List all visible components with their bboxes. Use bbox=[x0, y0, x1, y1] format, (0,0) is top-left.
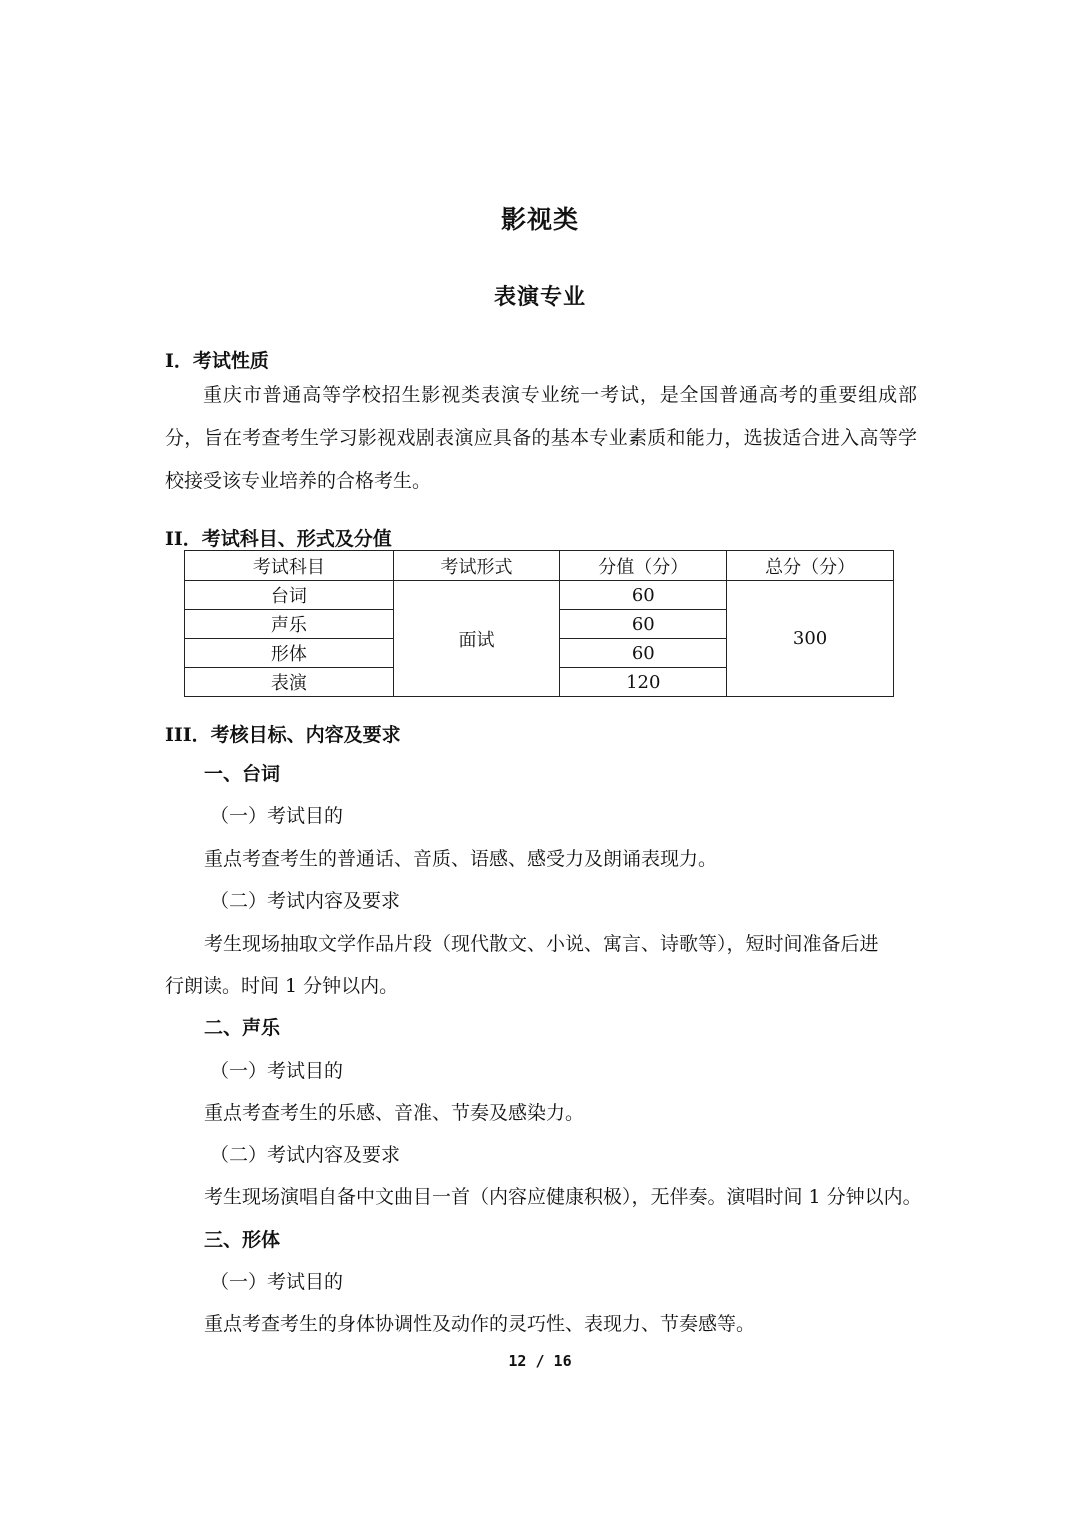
part-1-goal-text: 重点考查考生的普通话、音质、语感、感受力及朗诵表现力。 bbox=[204, 848, 718, 870]
page-title: 影视类 bbox=[500, 205, 579, 234]
table-header-cell: 分值（分） bbox=[560, 551, 727, 581]
table-header-cell: 总分（分） bbox=[727, 551, 894, 581]
part-2-heading: 二、声乐 bbox=[204, 1017, 281, 1039]
part-3-heading: 三、形体 bbox=[204, 1229, 281, 1251]
part-1-content-label: （二）考试内容及要求 bbox=[210, 890, 401, 912]
section-3-heading: III．考核目标、内容及要求 bbox=[165, 724, 401, 746]
part-3-goal-label: （一）考试目的 bbox=[210, 1271, 344, 1293]
section-2-heading: II．考试科目、形式及分值 bbox=[165, 528, 392, 550]
page-number: 12 / 16 bbox=[508, 1352, 572, 1370]
score-table bbox=[184, 550, 894, 697]
section-1-paragraph: 重庆市普通高等学校招生影视类表演专业统一考试，是全国普通高考的重要组成部分，旨在考查考生学习影视戏剧表演应具备的基本专业素质和能力，选拔适合进入高等学校接受该专业培养的合格考生。 bbox=[165, 384, 917, 492]
table-cell-subject: 声乐 bbox=[185, 610, 394, 639]
table-cell-score: 60 bbox=[560, 639, 727, 668]
table-header-cell: 考试形式 bbox=[393, 551, 560, 581]
table-cell-total: 300 bbox=[727, 581, 894, 697]
part-2-content-label: （二）考试内容及要求 bbox=[210, 1144, 401, 1166]
table-cell-score: 120 bbox=[560, 668, 727, 697]
part-1-heading: 一、台词 bbox=[204, 763, 281, 785]
part-1-content-text-line2: 行朗读。时间 1 分钟以内。 bbox=[165, 975, 399, 997]
part-2-goal-text: 重点考查考生的乐感、音准、节奏及感染力。 bbox=[204, 1102, 585, 1124]
table-header-cell: 考试科目 bbox=[185, 551, 394, 581]
table-header-row bbox=[185, 551, 894, 581]
part-1-goal-label: （一）考试目的 bbox=[210, 805, 344, 827]
table-cell-form: 面试 bbox=[393, 581, 560, 697]
table-cell-score: 60 bbox=[560, 610, 727, 639]
table-row bbox=[185, 581, 894, 610]
part-2-content-text: 考生现场演唱自备中文曲目一首（内容应健康积极），无伴奏。演唱时间 1 分钟以内。 bbox=[204, 1186, 922, 1208]
part-2-goal-label: （一）考试目的 bbox=[210, 1060, 344, 1082]
section-1-heading: I．考试性质 bbox=[165, 350, 269, 372]
page-subtitle: 表演专业 bbox=[493, 284, 586, 310]
table-cell-subject: 表演 bbox=[185, 668, 394, 697]
table-cell-subject: 形体 bbox=[185, 639, 394, 668]
table-cell-subject: 台词 bbox=[185, 581, 394, 610]
table-cell-score: 60 bbox=[560, 581, 727, 610]
part-1-content-text-line1: 考生现场抽取文学作品片段（现代散文、小说、寓言、诗歌等），短时间准备后进 bbox=[204, 933, 879, 955]
part-3-goal-text: 重点考查考生的身体协调性及动作的灵巧性、表现力、节奏感等。 bbox=[204, 1313, 756, 1335]
